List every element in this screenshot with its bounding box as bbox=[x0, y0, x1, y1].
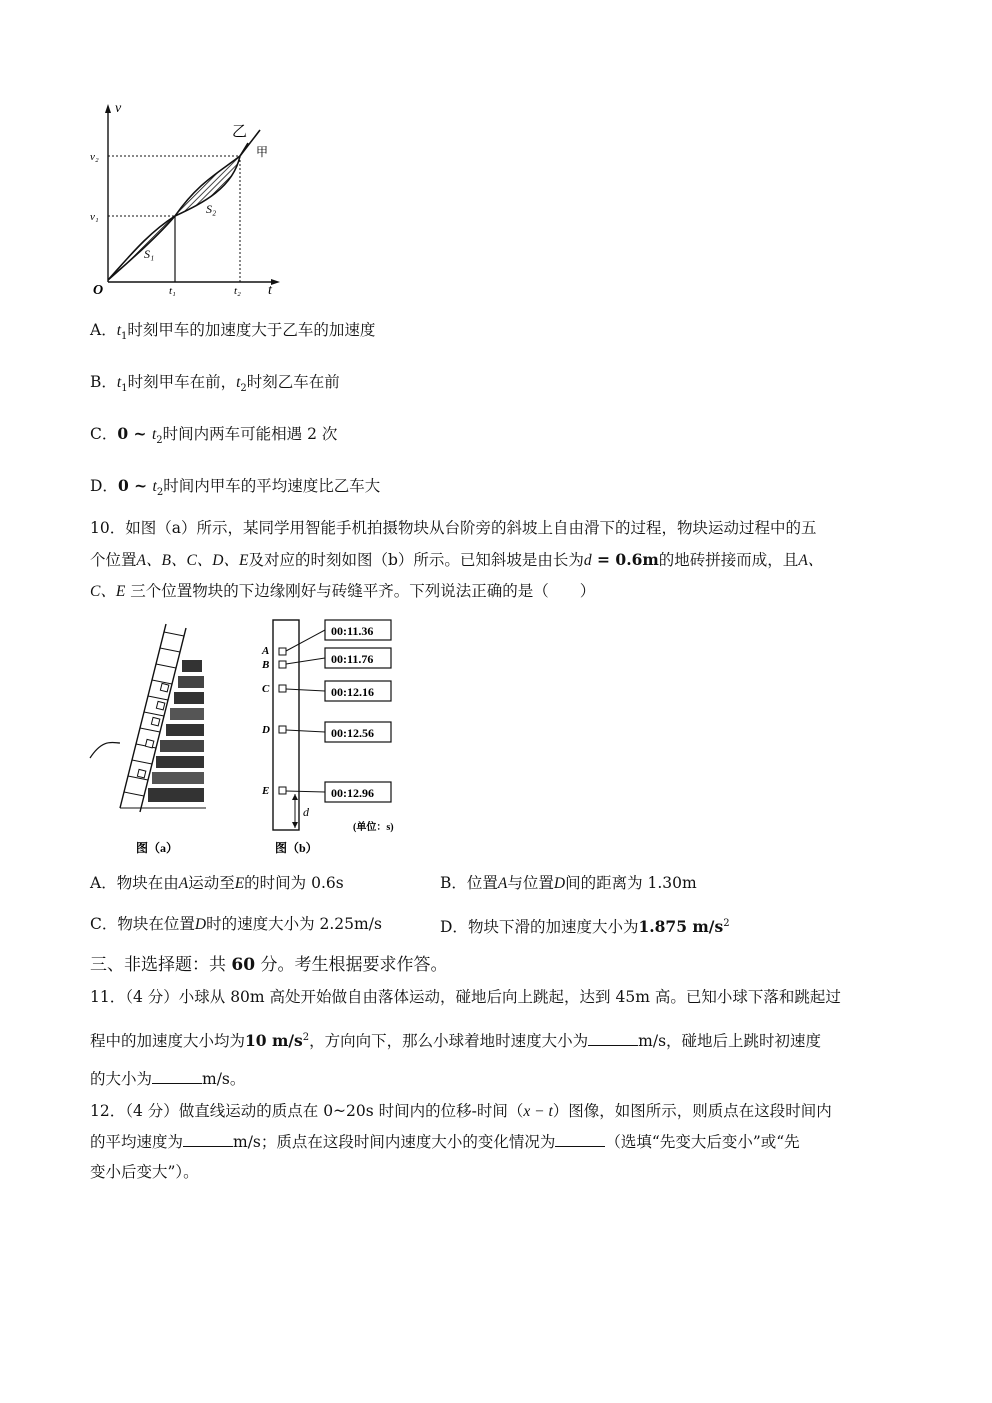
point-label-c: C bbox=[262, 683, 270, 695]
point-label-d: D bbox=[262, 724, 270, 736]
section-header: 三、非选择题：共 60 分。考生根据要求作答。 bbox=[90, 955, 448, 975]
time-boxes bbox=[325, 620, 391, 802]
time-d: 00:12.56 bbox=[331, 726, 374, 740]
label-v: v bbox=[115, 101, 122, 116]
label-t1: t₁ bbox=[169, 285, 176, 297]
q12-line1: 12．（4 分）做直线运动的质点在 0~20s 时间内的位移-时间（x − t）图像，如图所示，则质点在这段时间内 bbox=[90, 1102, 832, 1120]
fig-a-caption: 图（a） bbox=[136, 841, 179, 855]
label-jia: 甲 bbox=[256, 145, 269, 159]
q10-option-c: C．物块在位置D时的速度大小为 2.25m/s bbox=[90, 915, 382, 933]
time-b: 00:11.76 bbox=[331, 652, 374, 666]
label-s1: S₁ bbox=[144, 247, 155, 261]
vt-graph bbox=[88, 98, 298, 298]
q10-stem-line2: 个位置A、B、C、D、E及对应的时刻如图（b）所示。已知斜坡是由长为d = 0.6m的地砖拼接而成，且A、 bbox=[90, 550, 824, 569]
strip-connectors bbox=[286, 630, 325, 792]
q11-blank-1[interactable] bbox=[588, 1031, 638, 1046]
d-label: d bbox=[303, 805, 309, 819]
q11-line1: 11．（4 分）小球从 80m 高处开始做自由落体运动，碰地后向上跳起，达到 45m 高。已知小球下落和跳起过 bbox=[90, 988, 841, 1006]
q12-line2: 的平均速度为 m/s；质点在这段时间内速度大小的变化情况为 （选填“先变大后变小”或“先 bbox=[90, 1133, 800, 1151]
q11-blank-2[interactable] bbox=[152, 1069, 202, 1084]
strip-marks bbox=[279, 648, 286, 794]
q11-line2: 程中的加速度大小均为10 $m/s^2$，方向向下，那么小球着地时速度大小为 m/s，碰地后上跳时初速度 bbox=[90, 1031, 822, 1051]
label-yi: 乙 bbox=[232, 124, 248, 140]
figure-a-slope bbox=[88, 618, 228, 858]
d-arrow-down-icon bbox=[292, 822, 298, 828]
v-axis-arrow-icon bbox=[105, 104, 111, 113]
time-c: 00:12.16 bbox=[331, 685, 374, 699]
q10-stem-line1: 10．如图（a）所示，某同学用智能手机拍摄物块从台阶旁的斜坡上自由滑下的过程，物块运动过程中的五 bbox=[90, 519, 817, 537]
label-t: t bbox=[268, 283, 272, 298]
d-arrow-up-icon bbox=[292, 794, 298, 800]
figure-b-timestrip bbox=[255, 618, 425, 858]
q10-option-b: B．位置A与位置D间的距离为 1.30m bbox=[440, 874, 697, 892]
q12-blank-2[interactable] bbox=[555, 1132, 605, 1147]
q11-line3: 的大小为 m/s。 bbox=[90, 1070, 246, 1088]
q10-option-a: A．物块在由A运动至E的时间为 0.6s bbox=[90, 874, 344, 892]
point-label-b: B bbox=[262, 659, 270, 671]
t-axis-arrow-icon bbox=[271, 279, 280, 285]
label-v1: v₁ bbox=[90, 211, 99, 223]
q9-option-c: C．0 ~ $t_2$时间内两车可能相遇 2 次 bbox=[90, 424, 338, 447]
q12-blank-1[interactable] bbox=[183, 1132, 233, 1147]
time-a: 00:11.36 bbox=[331, 624, 374, 638]
q10-stem-line3: C、E 三个位置物块的下边缘刚好与砖缝平齐。下列说法正确的是（ ） bbox=[90, 582, 596, 600]
q10-option-d: D．物块下滑的加速度大小为1.875 $m/s^2$ bbox=[440, 917, 730, 937]
q12-line3: 变小后变大”）。 bbox=[90, 1163, 199, 1181]
label-origin: O bbox=[93, 283, 104, 298]
label-s2: S₂ bbox=[206, 202, 217, 216]
label-v2: v₂ bbox=[90, 151, 99, 163]
q9-option-b: B．$t_1$时刻甲车在前，$t_2$时刻乙车在前 bbox=[90, 373, 340, 395]
fig-b-caption: 图（b） bbox=[275, 841, 318, 855]
ground-curve bbox=[90, 742, 120, 758]
point-label-a: A bbox=[262, 645, 270, 657]
unit-note: (单位：s) bbox=[353, 822, 394, 833]
point-label-e: E bbox=[262, 785, 270, 797]
q9-option-d: D．0 ~ $t_2$时间内甲车的平均速度比乙车大 bbox=[90, 476, 381, 499]
label-t2: t₂ bbox=[234, 285, 241, 297]
time-e: 00:12.96 bbox=[331, 786, 374, 800]
q9-option-a: A．$t_1$时刻甲车的加速度大于乙车的加速度 bbox=[90, 321, 376, 343]
